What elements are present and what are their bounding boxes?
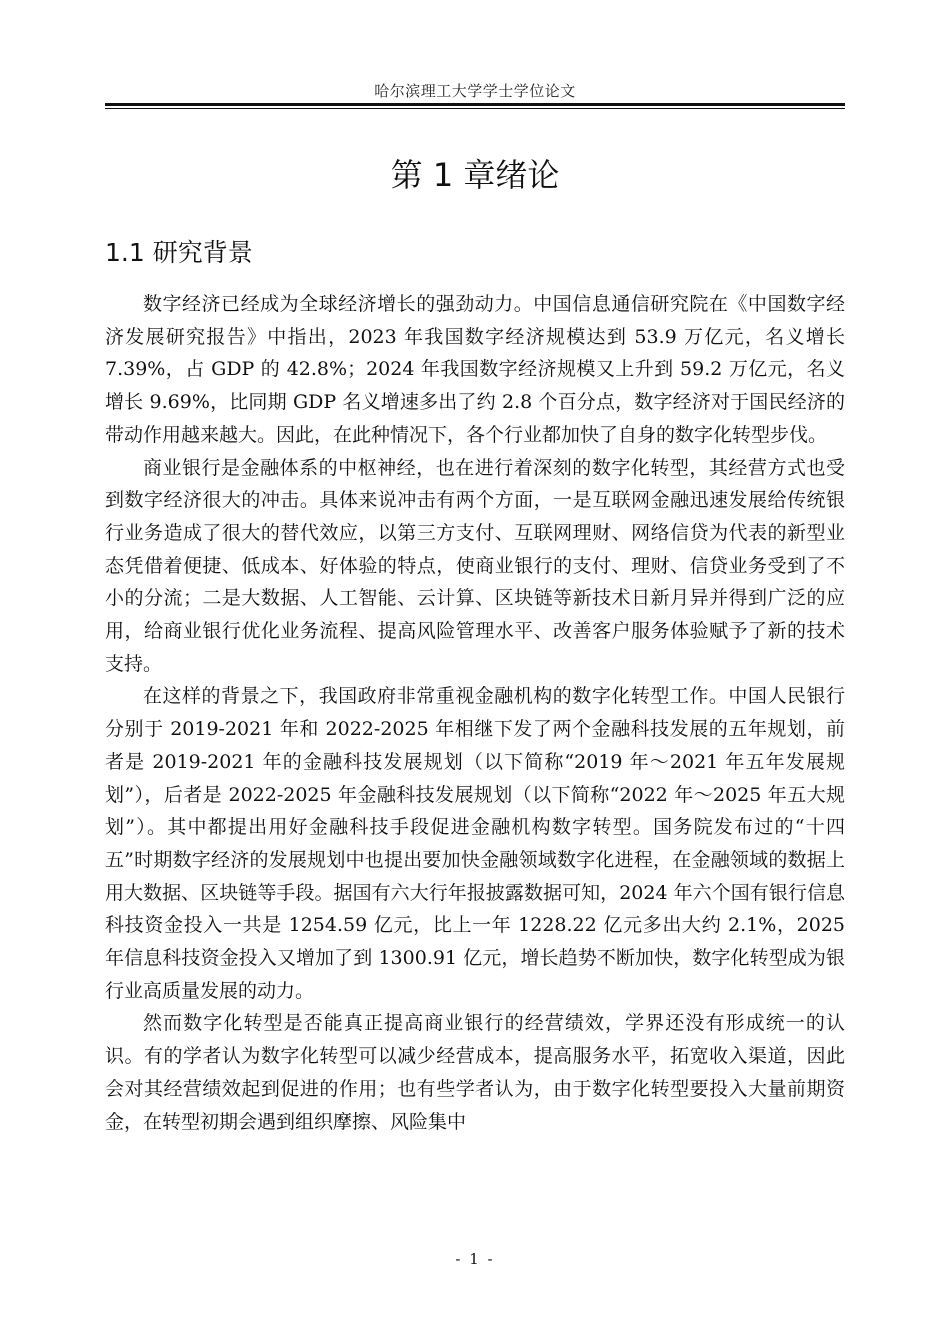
chapter-title: 第 1 章绪论 xyxy=(390,156,560,194)
paragraph-4: 然而数字化转型是否能真正提高商业银行的经营绩效，学界还没有形成统一的认识。有的学者认为数字化转型可以减少经营成本，提高服务水平，拓宽收入渠道，因此会对其经营绩效起到促进的作用；也有些学者认为，由于数字化转型要投入大量前期资金，在转型初期会遇到组织摩擦、风险集中 xyxy=(105,1012,845,1133)
section-title: 1.1 研究背景 xyxy=(105,238,253,267)
page-number: - 1 - xyxy=(455,1250,495,1268)
paragraph-1: 数字经济已经成为全球经济增长的强劲动力。中国信息通信研究院在《中国数字经济发展研究报告》中指出，2023 年我国数字经济规模达到 53.9 万亿元，名义增长 7.39%，占 GDP 的 42.8%；2024 年我国数字经济规模又上升到 59.2 万亿元，名义增长 9.69%，比同期 GDP 名义增速多出了约 2.8 个百分点，数字经济对于国民经济的带动作用越来越大。因此，在此种情况下，各个行业都加快了自身的数字化转型步伐。 xyxy=(105,293,845,446)
running-header: 哈尔滨理工大学学士学位论文 xyxy=(374,82,576,100)
header-rule-thick xyxy=(105,103,845,106)
body-text xyxy=(105,288,845,1138)
paragraph-3: 在这样的背景之下，我国政府非常重视金融机构的数字化转型工作。中国人民银行分别于 2019-2021 年和 2022-2025 年相继下发了两个金融科技发展的五年规划，前者是 2019-2021 年的金融科技发展规划（以下简称“2019 年～2021 年五年发展规划”），后者是 2022-2025 年金融科技发展规划（以下简称“2022 年～2025 年五大规划”）。其中都提出用好金融科技手段促进金融机构数字转型。国务院发布过的“十四五”时期数字经济的发展规划中也提出要加快金融领域数字化进程，在金融领域的数据上用大数据、区块链等手段。据国有六大行年报披露数据可知，2024 年六个国有银行信息科技资金投入一共是 1254.59 亿元，比上一年 1228.22 亿元多出大约 2.1%，2025 年信息科技资金投入又增加了到 1300.91 亿元，增长趋势不断加快，数字化转型成为银行业高质量发展的动力。 xyxy=(105,685,845,1002)
paragraph-2: 商业银行是金融体系的中枢神经，也在进行着深刻的数字化转型，其经营方式也受到数字经济很大的冲击。具体来说冲击有两个方面，一是互联网金融迅速发展给传统银行业务造成了很大的替代效应，以第三方支付、互联网理财、网络信贷为代表的新型业态凭借着便捷、低成本、好体验的特点，使商业银行的支付、理财、信贷业务受到了不小的分流；二是大数据、人工智能、云计算、区块链等新技术日新月异并得到广泛的应用，给商业银行优化业务流程、提高风险管理水平、改善客户服务体验赋予了新的技术支持。 xyxy=(105,456,845,675)
header-rule-thin xyxy=(105,108,845,109)
